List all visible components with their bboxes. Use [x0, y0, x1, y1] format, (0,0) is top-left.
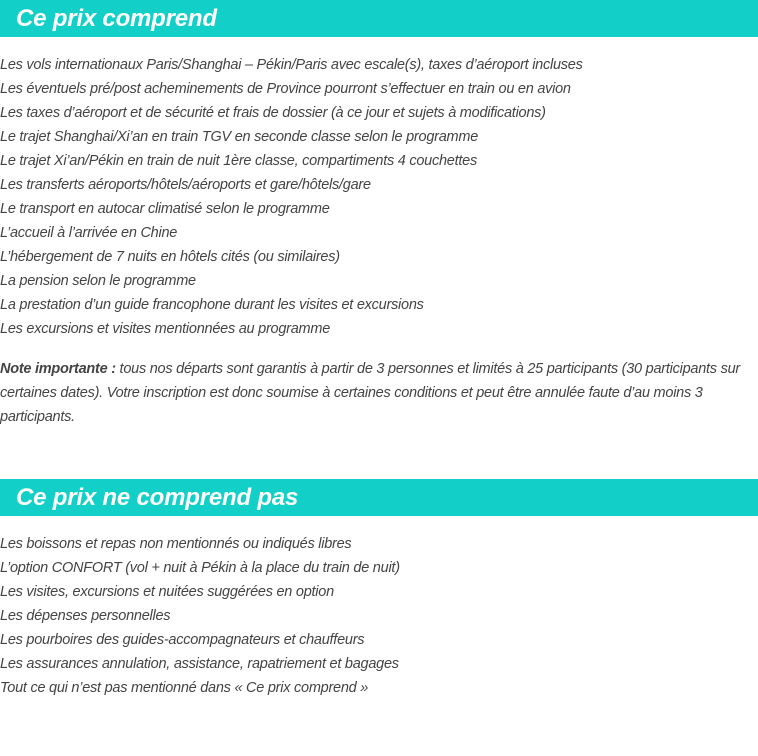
included-item: Le transport en autocar climatisé selon le programme — [0, 201, 330, 217]
excluded-items-list — [0, 532, 758, 700]
important-note-label: Note importante : — [0, 361, 116, 377]
included-item: Les éventuels pré/post acheminements de Province pourront s’effectuer en train ou en avion — [0, 81, 571, 97]
included-item: L’accueil à l’arrivée en Chine — [0, 225, 178, 241]
included-items-list — [0, 53, 758, 341]
included-item: Le trajet Shanghai/Xi’an en train TGV en seconde classe selon le programme — [0, 129, 479, 145]
important-note — [0, 357, 745, 429]
included-item: Les transferts aéroports/hôtels/aéroports et gare/hôtels/gare — [0, 177, 371, 193]
excluded-section-header — [0, 479, 758, 516]
included-section-header — [0, 0, 758, 37]
included-item: Les vols internationaux Paris/Shanghai – Pékin/Paris avec escale(s), taxes d’aéroport incluses — [0, 57, 583, 73]
important-note-text: tous nos départs sont garantis à partir de 3 personnes et limités à 25 participants (30 participants sur certaines dates). Votre inscription est donc soumise à certaines conditions et peut être annulée faute d’au moins 3 participants. — [0, 361, 740, 425]
included-item: La prestation d’un guide francophone durant les visites et excursions — [0, 297, 424, 313]
included-item: Les taxes d’aéroport et de sécurité et frais de dossier (à ce jour et sujets à modifications) — [0, 105, 546, 121]
excluded-item: Les pourboires des guides-accompagnateurs et chauffeurs — [0, 632, 365, 648]
included-item: La pension selon le programme — [0, 273, 196, 289]
included-section-title: Ce prix comprend — [16, 4, 217, 32]
excluded-section-title: Ce prix ne comprend pas — [16, 483, 299, 511]
excluded-item: Les dépenses personnelles — [0, 608, 171, 624]
included-item: L’hébergement de 7 nuits en hôtels cités (ou similaires) — [0, 249, 340, 265]
included-item: Les excursions et visites mentionnées au programme — [0, 321, 331, 337]
excluded-item: Les assurances annulation, assistance, rapatriement et bagages — [0, 656, 399, 672]
excluded-item: Tout ce qui n’est pas mentionné dans « Ce prix comprend » — [0, 680, 369, 696]
excluded-item: Les visites, excursions et nuitées suggérées en option — [0, 584, 334, 600]
excluded-item: Les boissons et repas non mentionnés ou indiqués libres — [0, 536, 352, 552]
excluded-item: L’option CONFORT (vol + nuit à Pékin à la place du train de nuit) — [0, 560, 400, 576]
included-item: Le trajet Xi’an/Pékin en train de nuit 1ère classe, compartiments 4 couchettes — [0, 153, 477, 169]
